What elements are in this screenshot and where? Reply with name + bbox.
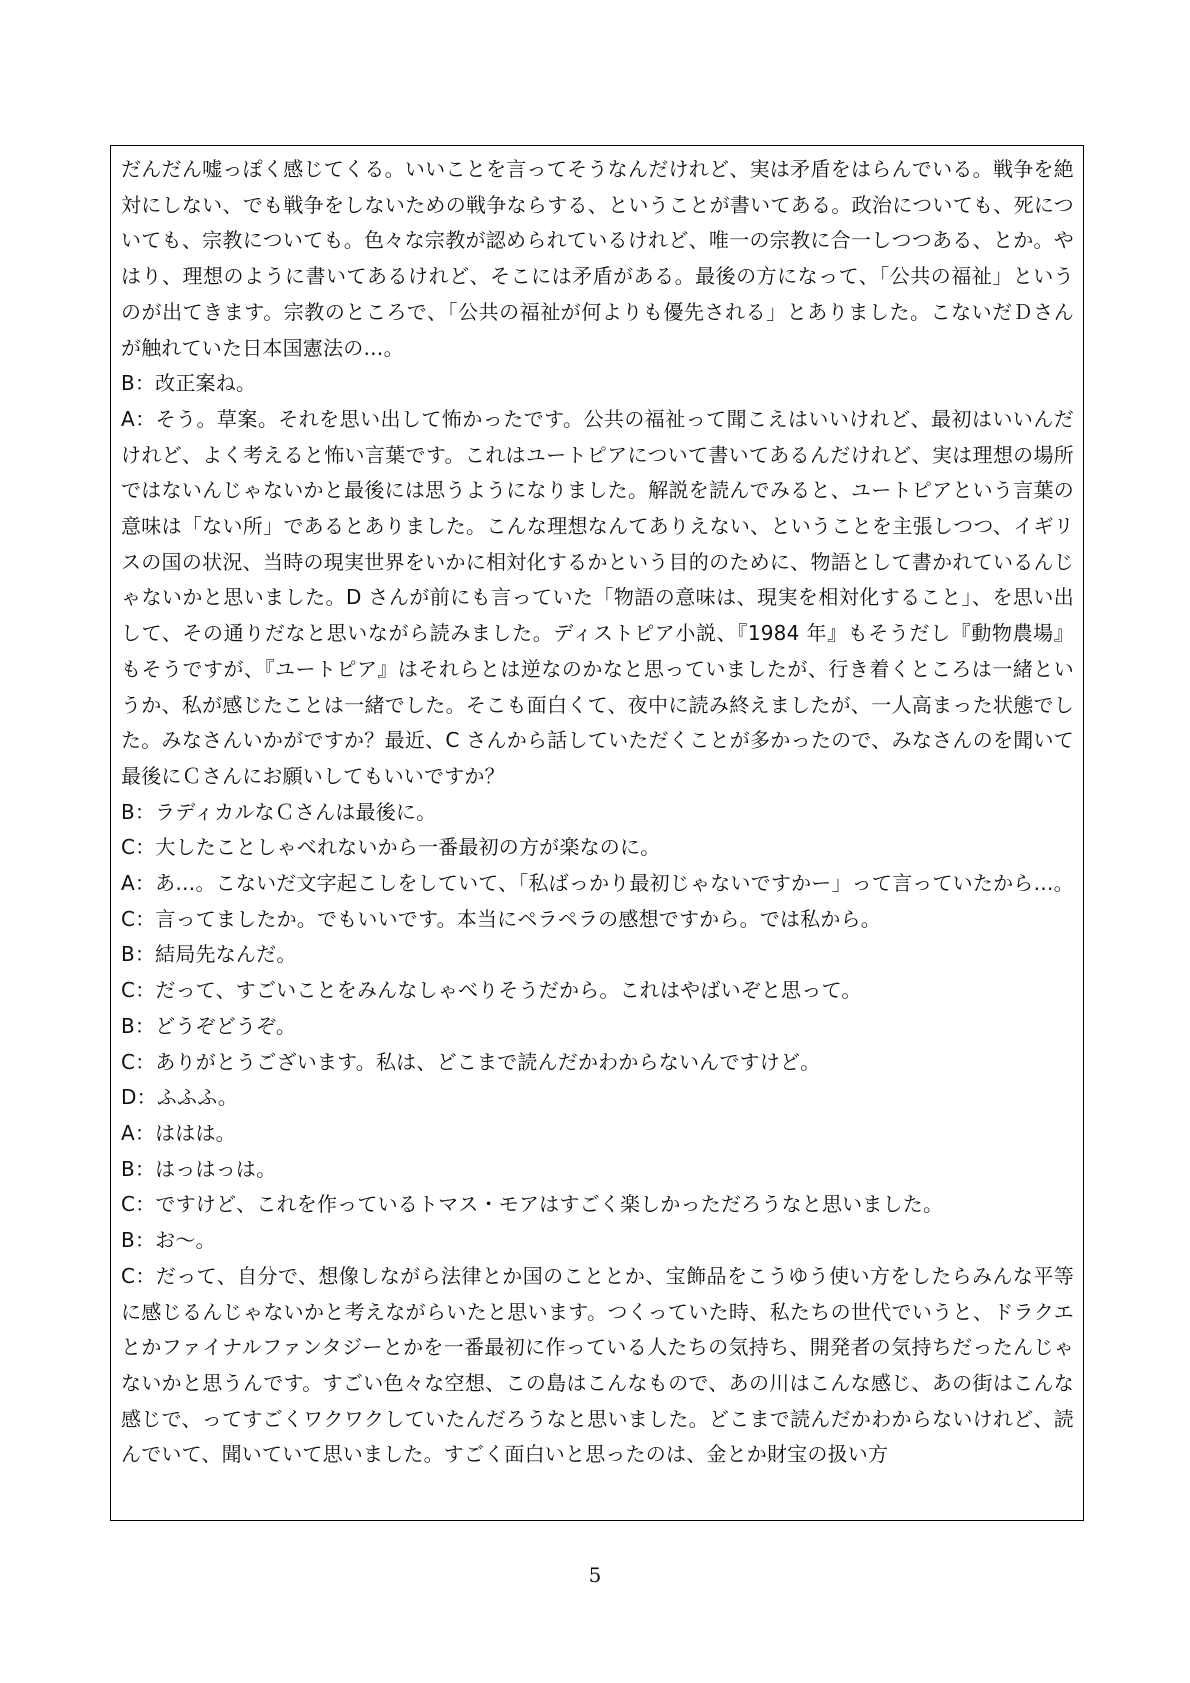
dialogue-line: B：はっはっは。 — [121, 1156, 277, 1181]
paragraph-intro: だんだん嘘っぽく感じてくる。いいことを言ってそうなんだけれど、実は矛盾をはらんでいる。戦争を絶対にしない、でも戦争をしないための戦争ならする、ということが書いてある。政治についても、死についても、宗教についても。色々な宗教が認められているけれど、唯一の宗教に合一しつつある、とか。やはり、理想のように書いてあるけれど、そこには矛盾がある。最後の方になって、「公共の福祉」というのが出てきます。宗教のところで、「公共の福祉が何よりも優先される」とありました。こないだＤさんが触れていた日本国憲法の…。 — [121, 157, 1074, 360]
page-number: 5 — [588, 1563, 602, 1587]
dialogue-line: C：ありがとうございます。私は、どこまで読んだかわからないんですけど。 — [121, 1049, 821, 1074]
dialogue-line: A：あ…。こないだ文字起こしをしていて、「私ばっかり最初じゃないですかー」って言っていたから…。 — [121, 871, 1074, 896]
dialogue-line: C：ですけど、これを作っているトマス・モアはすごく楽しかっただろうなと思いました。 — [121, 1192, 944, 1217]
dialogue-line: C：だって、すごいことをみんなしゃべりそうだから。これはやばいぞと思って。 — [121, 978, 862, 1003]
dialogue-line: A：ははは。 — [121, 1120, 236, 1145]
dialogue-line: B：どうぞどうぞ。 — [121, 1013, 297, 1038]
dialogue-line: C：言ってましたか。でもいいです。本当にペラペラの感想ですから。では私から。 — [121, 906, 881, 931]
dialogue-line: C：だって、自分で、想像しながら法律とか国のこととか、宝飾品をこうゆう使い方をしたらみんな平等に感じるんじゃないかと考えながらいたと思います。つくっていた時、私たちの世代でいうと、ドラクエとかファイナルファンタジーとかを一番最初に作っている人たちの気持ち、開発者の気持ちだったんじゃないかと思うんです。すごい色々な空想、この島はこんなもので、あの川はこんな感じ、あの街はこんな感じで、ってすごくワクワクしていたんだろうなと思いました。どこまで読んだかわからないけれど、読んでいて、聞いていて思いました。すごく面白いと思ったのは、金とか財宝の扱い方 — [121, 1263, 1074, 1467]
dialogue-line: B：改正案ね。 — [121, 371, 257, 396]
dialogue-line: A：そう。草案。それを思い出して怖かったです。公共の福祉って聞こえはいいけれど、最初はいいんだけれど、よく考えると怖い言葉です。これはユートピアについて書いてあるんだけれど、実は理想の場所ではないんじゃないかと最後には思うようになりました。解説を読んでみると、ユートピアという言葉の意味は「ない所」であるとありました。こんな理想なんてありえない、ということを主張しつつ、イギリスの国の状況、当時の現実世界をいかに相対化するかという目的のために、物語として書かれているんじゃないかと思いました。D さんが前にも言っていた「物語の意味は、現実を相対化すること」、を思い出して、その通りだなと思いながら読みました。ディストピア小説、『1984 年』もそうだし『動物農場』もそうですが、『ユートピア』はそれらとは逆なのかなと思っていましたが、行き着くところは一緒というか、私が感じたことは一緒でした。そこも面白くて、夜中に読み終えましたが、一人高まった状態でした。みなさんいかがですか？最近、C さんから話していただくことが多かったので、みなさんのを聞いて最後にＣさんにお願いしてもいいですか？ — [121, 406, 1074, 788]
text-frame — [110, 145, 1084, 1521]
dialogue-line: B：ラディカルなＣさんは最後に。 — [121, 799, 437, 824]
dialogue-line: C：大したことしゃべれないから一番最初の方が楽なのに。 — [121, 835, 661, 860]
dialogue-line: B：お〜。 — [121, 1228, 216, 1253]
dialogue-line: B：結局先なんだ。 — [121, 942, 297, 967]
dialogue-line: D：ふふふ。 — [121, 1085, 239, 1110]
